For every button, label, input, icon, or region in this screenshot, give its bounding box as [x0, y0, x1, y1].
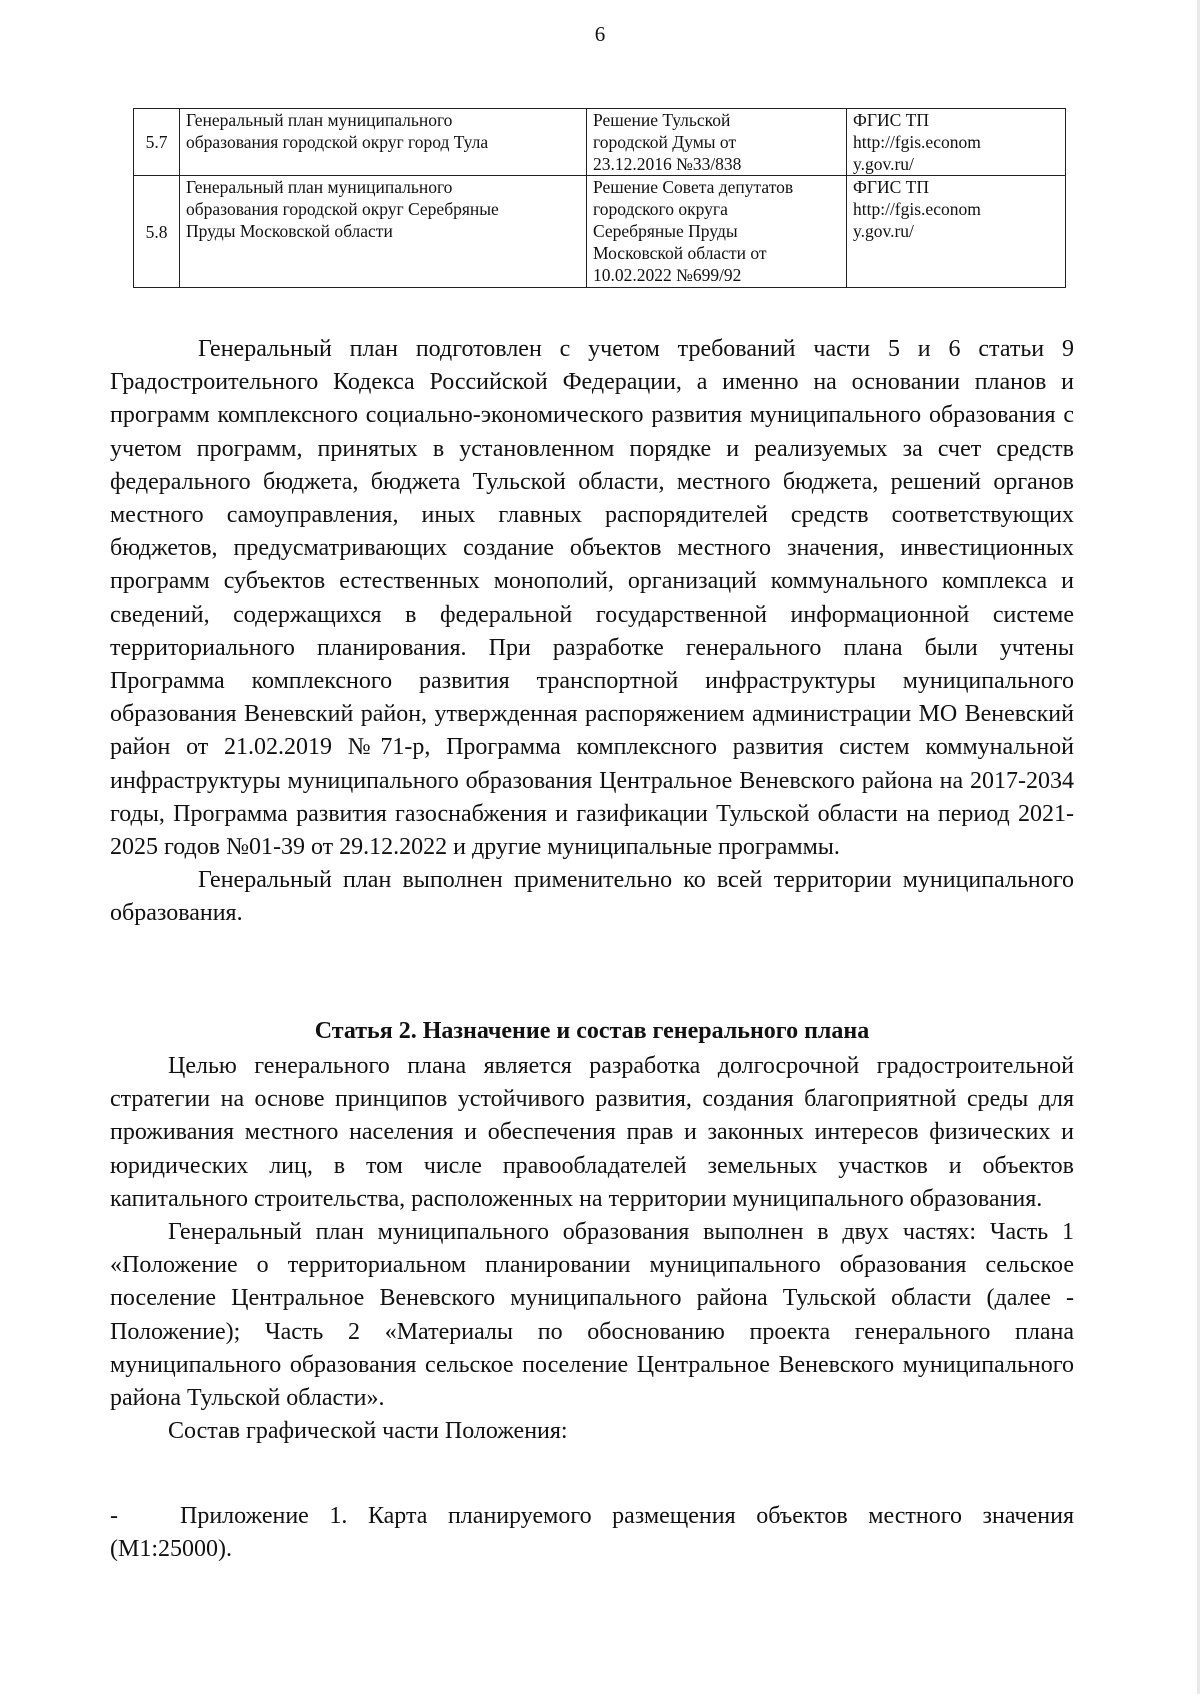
- body-text-block-2: [110, 1050, 1074, 1448]
- cell-line: Решение Тульской: [593, 110, 731, 130]
- cell-line: http://fgis.econom: [853, 199, 981, 219]
- cell-line: y.gov.ru/: [853, 154, 914, 174]
- cell-line: ФГИС ТП: [853, 110, 929, 130]
- body-text-block-1: [110, 333, 1074, 931]
- table-row: [134, 109, 1066, 176]
- paragraph-purpose: Целью генерального плана является разработка долгосрочной градостроительной стратегии на основе принципов устойчивого развития, создания благоприятной среды для проживания местного населения и обеспечения прав и законных интересов физических и юридических лиц, в том числе правообладателей земельных участков и объектов капитального строительства, расположенных на территории муниципального образования.: [110, 1053, 1074, 1212]
- cell-line: городского округа: [593, 199, 728, 219]
- cell-line: образования городской округ Серебряные: [186, 199, 499, 219]
- decision-cell: [587, 109, 847, 176]
- list-item-continuation: (М1:25000).: [110, 1536, 232, 1563]
- cell-line: ФГИС ТП: [853, 177, 929, 197]
- cell-line: Серебряные Пруды: [593, 221, 738, 241]
- cell-line: Пруды Московской области: [186, 221, 393, 241]
- table-row: [134, 176, 1066, 288]
- row-number: 5.7: [134, 109, 180, 176]
- article-heading: Статья 2. Назначение и состав генерального плана: [314, 1018, 870, 1044]
- cell-line: 23.12.2016 №33/838: [593, 154, 742, 174]
- cell-line: Генеральный план муниципального: [186, 177, 453, 197]
- paragraph-parts: Генеральный план муниципального образования выполнен в двух частях: Часть 1 «Положение о территориальном планировании муниципального образования сельское поселение Центральное Веневского муниципального района Тульской области (далее - Положение); Часть 2 «Материалы по обоснованию проекта генерального плана муниципального образования сельское поселение Центральное Веневского муниципального района Тульской области».: [110, 1219, 1074, 1412]
- decision-cell: [587, 176, 847, 288]
- cell-line: образования городской округ город Тула: [186, 132, 489, 152]
- cell-line: y.gov.ru/: [853, 221, 914, 241]
- paragraph-planning-basis: Генеральный план подготовлен с учетом требований части 5 и 6 статьи 9 Градостроительного Кодекса Российской Федерации, а именно на основании планов и программ комплексного социально-экономического развития муниципального образования с учетом программ, принятых в установленном порядке и реализуемых за счет средств федерального бюджета, бюджета Тульской области, местного бюджета, решений органов местного самоуправления, иных главных распорядителей средств соответствующих бюджетов, предусматривающих создание объектов местного значения, инвестиционных программ субъектов естественных монополий, организаций коммунального комплекса и сведений, содержащихся в федеральной государственной информационной системе территориального планирования. При разработке генерального плана были учтены Программа комплексного развития транспортной инфраструктуры муниципального образования Веневский район, утвержденная распоряжением администрации МО Веневский район от 21.02.2019 №71-р, Программа комплексного развития систем коммунальной инфраструктуры муниципального образования Центральное Веневского района на 2017-2034 годы, Программа развития газоснабжения и газификации Тульской области на период 2021-2025 годов №01-39 от 29.12.2022 и другие муниципальные программы.: [110, 336, 1074, 861]
- document-name-cell: [180, 109, 587, 176]
- paragraph-graphic-composition: Состав графической части Положения:: [168, 1418, 568, 1445]
- paragraph-territory: Генеральный план выполнен применительно ко всей территории муниципального образования.: [110, 867, 1074, 927]
- cell-line: Генеральный план муниципального: [186, 110, 453, 130]
- document-name-cell: [180, 176, 587, 288]
- row-number: 5.8: [134, 176, 180, 288]
- cell-line: Решение Совета депутатов: [593, 177, 794, 197]
- page-number: 6: [594, 22, 606, 46]
- cell-line: http://fgis.econom: [853, 132, 981, 152]
- cell-line: городской Думы от: [593, 132, 737, 152]
- source-cell: [847, 109, 1066, 176]
- cell-line: Московской области от: [593, 243, 767, 263]
- list-item-text: Приложение 1. Карта планируемого размещения объектов местного значения: [180, 1503, 1074, 1529]
- cell-line: 10.02.2022 №699/92: [593, 265, 742, 285]
- list-item: [110, 1500, 1074, 1566]
- reference-table: [133, 108, 1066, 288]
- source-cell: [847, 176, 1066, 288]
- list-dash: -: [110, 1503, 118, 1529]
